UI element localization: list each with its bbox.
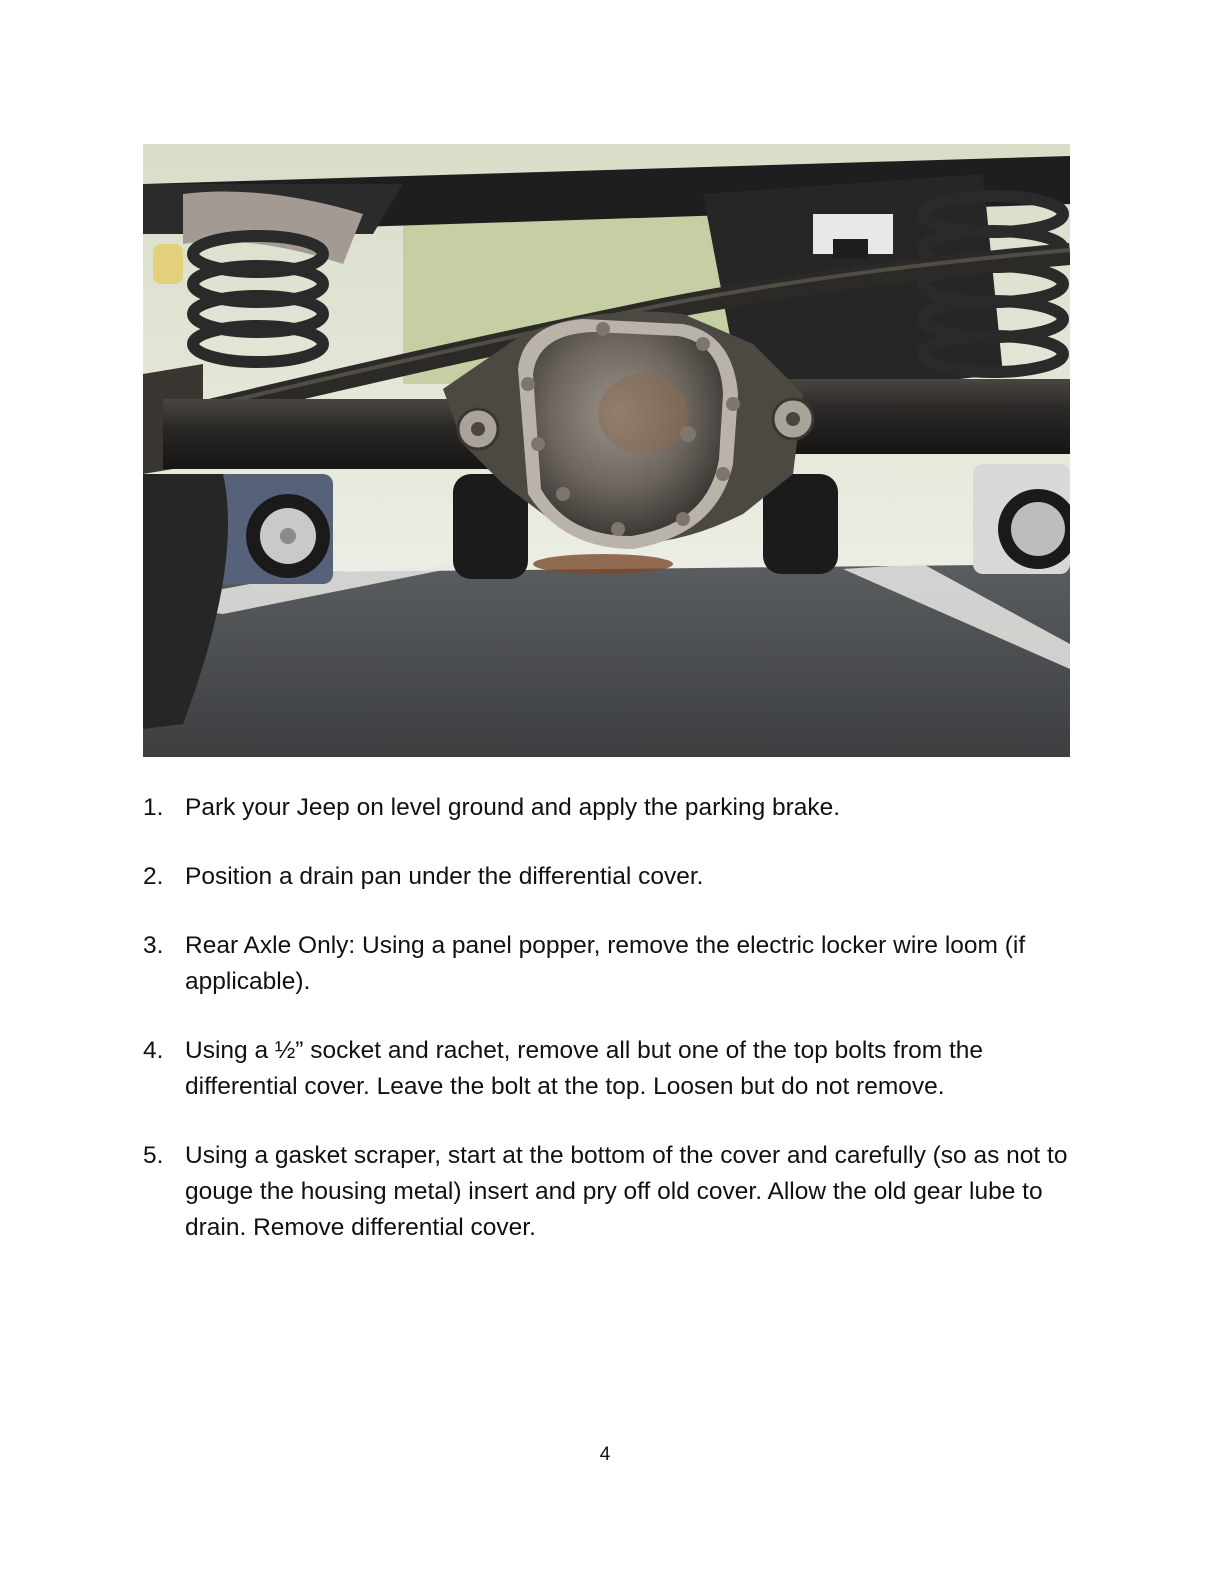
step-item (143, 928, 1083, 1000)
step-text: Rear Axle Only: Using a panel popper, remove the electric locker wire loom (if applicable). (185, 932, 1026, 995)
step-number: 5. (143, 1142, 164, 1169)
step-text: Using a ½” socket and rachet, remove all but one of the top bolts from the differential cover. Leave the bolt at the top. Loosen but do not remove. (185, 1037, 984, 1100)
instruction-steps (143, 790, 1083, 1279)
step-text: Park your Jeep on level ground and apply the parking brake. (185, 794, 841, 821)
step-number: 4. (143, 1037, 164, 1064)
differential-photo (143, 144, 1070, 757)
step-item (143, 859, 1083, 895)
step-item (143, 790, 1083, 826)
step-text: Using a gasket scraper, start at the bottom of the cover and carefully (so as not to gouge the housing metal) insert and pry off old cover. Allow the old gear lube to drain. Remove differential cover. (185, 1142, 1068, 1241)
step-text: Position a drain pan under the differential cover. (185, 863, 704, 890)
step-item (143, 1138, 1083, 1246)
page-number: 4 (599, 1444, 611, 1465)
step-item (143, 1033, 1083, 1105)
step-number: 1. (143, 794, 164, 821)
step-number: 3. (143, 932, 164, 959)
step-number: 2. (143, 863, 164, 890)
